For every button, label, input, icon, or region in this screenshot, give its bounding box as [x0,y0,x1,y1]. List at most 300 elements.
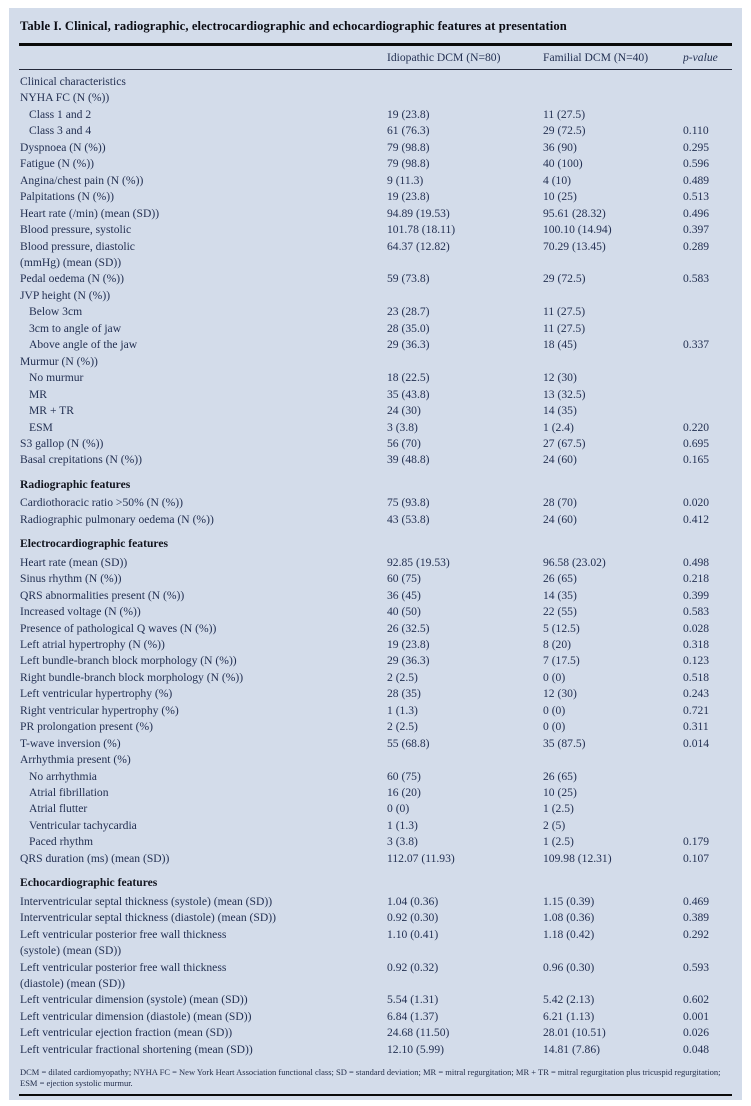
idiopathic-dcm-value: 0.92 (0.32) [387,960,439,974]
p-value: 0.289 [683,239,710,253]
familial-dcm-value: 7 (17.5) [543,654,580,668]
familial-dcm-value: 10 (25) [543,190,577,204]
table-row [19,156,732,172]
idiopathic-dcm-value: 29 (36.3) [387,654,430,668]
familial-dcm-value: 18 (45) [543,338,577,352]
idiopathic-dcm-value: 60 (75) [387,769,421,783]
table-row [19,653,732,669]
familial-dcm-value: 109.98 (12.31) [543,851,612,865]
p-value: 0.020 [683,496,710,510]
p-value: 0.412 [683,512,710,526]
divider-bottom [19,1094,732,1096]
table-row [19,943,732,959]
row-label: Dyspnoea (N (%)) [20,140,106,154]
table-row [19,536,732,552]
familial-dcm-value [543,90,683,106]
familial-dcm-value: 27 (67.5) [543,436,586,450]
familial-dcm-value [543,752,683,768]
row-label: Interventricular septal thickness (diastole) (mean (SD)) [20,911,276,925]
idiopathic-dcm-value: 1 (1.3) [387,703,418,717]
row-label: Atrial flutter [29,802,88,816]
idiopathic-dcm-value: 3 (3.8) [387,420,418,434]
table-row [19,206,732,222]
row-label: Left ventricular hypertrophy (%) [20,687,173,701]
row-label: NYHA FC (N (%)) [20,91,110,105]
p-value: 0.399 [683,588,710,602]
table-row [19,387,732,403]
table-row [19,74,732,90]
row-label: Left ventricular dimension (systole) (mean (SD)) [20,993,248,1007]
column-header-p-value: p-value [683,51,718,64]
row-label: Blood pressure, diastolic [20,239,135,253]
table-row [19,173,732,189]
familial-dcm-value [543,477,683,493]
idiopathic-dcm-value: 9 (11.3) [387,173,424,187]
p-value: 0.318 [683,637,710,651]
table-row [19,321,732,337]
familial-dcm-value: 0 (0) [543,670,566,684]
table-row [19,512,732,528]
row-label: Echocardiographic features [20,876,158,890]
idiopathic-dcm-value: 64.37 (12.82) [387,239,450,253]
row-label: No murmur [29,371,84,385]
table-row [19,222,732,238]
table-row [19,834,732,850]
idiopathic-dcm-value: 26 (32.5) [387,621,430,635]
familial-dcm-value: 29 (72.5) [543,272,586,286]
row-label: S3 gallop (N (%)) [20,436,104,450]
idiopathic-dcm-value [387,477,543,493]
row-label: Cardiothoracic ratio >50% (N (%)) [20,496,183,510]
familial-dcm-value: 28 (70) [543,496,577,510]
idiopathic-dcm-value: 35 (43.8) [387,387,430,401]
familial-dcm-value [543,536,683,552]
row-label: Left bundle-branch block morphology (N (%)) [20,654,237,668]
table-row [19,703,732,719]
table-row [19,670,732,686]
row-label: (mmHg) (mean (SD)) [20,255,122,269]
p-value: 0.518 [683,670,710,684]
familial-dcm-value: 0 (0) [543,720,566,734]
idiopathic-dcm-value [387,536,543,552]
p-value: 0.048 [683,1042,710,1056]
idiopathic-dcm-value: 59 (73.8) [387,272,430,286]
p-value: 0.397 [683,223,710,237]
idiopathic-dcm-value: 79 (98.8) [387,140,430,154]
familial-dcm-value: 40 (100) [543,157,583,171]
idiopathic-dcm-value [387,288,543,304]
idiopathic-dcm-value: 6.84 (1.37) [387,1009,439,1023]
familial-dcm-value [543,255,683,271]
table-row [19,140,732,156]
table-row [19,288,732,304]
table-card [9,8,742,1100]
table-title: Table I. Clinical, radiographic, electrocardiographic and echocardiographic features at presentation [20,19,567,33]
table-row [19,90,732,106]
row-label: MR [29,387,48,401]
idiopathic-dcm-value: 39 (48.8) [387,453,430,467]
p-value: 0.596 [683,157,710,171]
familial-dcm-value: 22 (55) [543,605,577,619]
familial-dcm-value: 1.15 (0.39) [543,894,595,908]
idiopathic-dcm-value: 19 (23.8) [387,190,430,204]
idiopathic-dcm-value: 79 (98.8) [387,157,430,171]
idiopathic-dcm-value [387,354,543,370]
column-header-row [19,46,732,69]
row-label: QRS abnormalities present (N (%)) [20,588,185,602]
familial-dcm-value: 100.10 (14.94) [543,223,612,237]
familial-dcm-value [543,288,683,304]
idiopathic-dcm-value: 36 (45) [387,588,421,602]
p-value: 0.498 [683,555,710,569]
row-label: Below 3cm [29,305,83,319]
column-header-familial-dcm: Familial DCM (N=40) [543,51,649,64]
table-row [19,752,732,768]
table-row [19,271,732,287]
idiopathic-dcm-value: 56 (70) [387,436,421,450]
idiopathic-dcm-value: 40 (50) [387,605,421,619]
idiopathic-dcm-value: 0 (0) [387,802,410,816]
familial-dcm-value: 4 (10) [543,173,572,187]
table-row [19,801,732,817]
p-value: 0.337 [683,338,710,352]
p-value [683,288,732,304]
row-label: Arrhythmia present (%) [20,753,131,767]
idiopathic-dcm-value: 61 (76.3) [387,124,430,138]
table-row [19,686,732,702]
table-row [19,370,732,386]
familial-dcm-value: 70.29 (13.45) [543,239,606,253]
idiopathic-dcm-value: 55 (68.8) [387,736,430,750]
row-label: PR prolongation present (%) [20,720,153,734]
p-value [683,785,732,801]
p-value [683,875,732,891]
familial-dcm-value: 12 (30) [543,687,577,701]
row-label: No arrhythmia [29,769,97,783]
table-row [19,354,732,370]
p-value: 0.014 [683,736,710,750]
familial-dcm-value: 8 (20) [543,637,572,651]
familial-dcm-value: 1 (2.5) [543,802,574,816]
table-row [19,894,732,910]
table-row [19,107,732,123]
familial-dcm-value [543,74,683,90]
p-value: 0.311 [683,720,709,734]
row-label: Clinical characteristics [20,75,126,88]
row-label: Left ventricular fractional shortening (mean (SD)) [20,1042,253,1056]
idiopathic-dcm-value [387,90,543,106]
p-value [683,818,732,834]
column-header-characteristic [19,51,387,65]
idiopathic-dcm-value [387,943,543,959]
familial-dcm-value: 26 (65) [543,572,577,586]
p-value: 0.165 [683,453,710,467]
idiopathic-dcm-value [387,875,543,891]
row-label: Radiographic features [20,477,131,491]
p-value: 0.496 [683,206,710,220]
familial-dcm-value: 1.18 (0.42) [543,927,595,941]
row-label: Electrocardiographic features [20,537,169,551]
familial-dcm-value: 11 (27.5) [543,107,586,121]
table-row [19,875,732,891]
p-value [683,943,732,959]
idiopathic-dcm-value: 1.04 (0.36) [387,894,439,908]
table-row [19,719,732,735]
table-row [19,769,732,785]
row-label: Radiographic pulmonary oedema (N (%)) [20,512,214,526]
row-label: Left atrial hypertrophy (N (%)) [20,637,165,651]
familial-dcm-value [543,875,683,891]
familial-dcm-value: 11 (27.5) [543,305,586,319]
row-label: Palpitations (N (%)) [20,190,115,204]
p-value: 0.583 [683,605,710,619]
p-value [683,107,732,123]
p-value: 0.028 [683,621,710,635]
p-value: 0.389 [683,911,710,925]
table-footnote: DCM = dilated cardiomyopathy; NYHA FC = New York Heart Association functional class; SD = standard deviation; MR = mitral regurgitation; MR + TR = mitral regurgitation plus tricuspid regurgitation; ESM = ejection systolic murmur. [20,1067,721,1089]
idiopathic-dcm-value [387,255,543,271]
row-label: (systole) (mean (SD)) [20,944,122,958]
familial-dcm-value: 95.61 (28.32) [543,206,606,220]
table-row [19,255,732,271]
row-label: Presence of pathological Q waves (N (%)) [20,621,217,635]
idiopathic-dcm-value [387,976,543,992]
familial-dcm-value [543,354,683,370]
row-label: Class 3 and 4 [29,124,92,138]
familial-dcm-value: 5.42 (2.13) [543,993,595,1007]
table-row [19,851,732,867]
idiopathic-dcm-value: 19 (23.8) [387,107,430,121]
idiopathic-dcm-value: 1 (1.3) [387,818,418,832]
p-value: 0.107 [683,851,710,865]
idiopathic-dcm-value: 12.10 (5.99) [387,1042,444,1056]
row-label: Left ventricular ejection fraction (mean (SD)) [20,1026,233,1040]
row-label: Heart rate (mean (SD)) [20,555,128,569]
table-row [19,304,732,320]
p-value: 0.513 [683,190,710,204]
idiopathic-dcm-value: 24.68 (11.50) [387,1026,450,1040]
row-label: Increased voltage (N (%)) [20,605,141,619]
p-value [683,304,732,320]
p-value [683,769,732,785]
table-row [19,960,732,976]
idiopathic-dcm-value: 101.78 (18.11) [387,223,456,237]
row-label: Atrial fibrillation [29,786,109,800]
idiopathic-dcm-value: 3 (3.8) [387,835,418,849]
row-label: Heart rate (/min) (mean (SD)) [20,206,160,220]
p-value: 0.489 [683,173,710,187]
row-label: JVP height (N (%)) [20,288,111,302]
p-value: 0.218 [683,572,710,586]
p-value [683,477,732,493]
table-row [19,123,732,139]
p-value [683,387,732,403]
row-label: Ventricular tachycardia [29,818,137,832]
table-row [19,571,732,587]
row-label: Left ventricular posterior free wall thickness [20,960,227,974]
table-row [19,403,732,419]
table-row [19,555,732,571]
p-value: 0.026 [683,1026,710,1040]
familial-dcm-value: 10 (25) [543,786,577,800]
row-label: Interventricular septal thickness (systole) (mean (SD)) [20,894,273,908]
table-row [19,604,732,620]
familial-dcm-value: 14 (35) [543,588,577,602]
p-value [683,752,732,768]
table-row [19,452,732,468]
p-value: 0.593 [683,960,710,974]
row-label: Above angle of the jaw [29,338,138,352]
idiopathic-dcm-value: 1.10 (0.41) [387,927,439,941]
row-label: T-wave inversion (%) [20,736,121,750]
row-label: 3cm to angle of jaw [29,321,122,335]
p-value: 0.292 [683,927,710,941]
table-row [19,1009,732,1025]
p-value: 0.295 [683,140,710,154]
idiopathic-dcm-value [387,74,543,90]
familial-dcm-value: 14 (35) [543,404,577,418]
row-label: Fatigue (N (%)) [20,157,95,171]
idiopathic-dcm-value: 112.07 (11.93) [387,851,455,865]
familial-dcm-value: 36 (90) [543,140,577,154]
p-value [683,976,732,992]
row-label: Right ventricular hypertrophy (%) [20,703,179,717]
row-label: Murmur (N (%)) [20,354,98,368]
row-label: Paced rhythm [29,835,94,849]
p-value [683,321,732,337]
row-label: MR + TR [29,404,74,418]
table-row [19,976,732,992]
row-label: Right bundle-branch block morphology (N (%)) [20,670,244,684]
idiopathic-dcm-value: 23 (28.7) [387,305,430,319]
table-row [19,927,732,943]
row-label: Left ventricular dimension (diastole) (mean (SD)) [20,1009,252,1023]
idiopathic-dcm-value: 75 (93.8) [387,496,430,510]
table-row [19,189,732,205]
table-row [19,992,732,1008]
row-label: Sinus rhythm (N (%)) [20,572,122,586]
familial-dcm-value: 26 (65) [543,769,577,783]
row-label: Left ventricular posterior free wall thickness [20,927,227,941]
idiopathic-dcm-value: 24 (30) [387,404,421,418]
table-body [19,70,732,1058]
p-value [683,801,732,817]
idiopathic-dcm-value: 92.85 (19.53) [387,555,450,569]
familial-dcm-value: 13 (32.5) [543,387,586,401]
row-label: (diastole) (mean (SD)) [20,977,125,991]
familial-dcm-value: 0.96 (0.30) [543,960,595,974]
idiopathic-dcm-value: 18 (22.5) [387,371,430,385]
row-label: Pedal oedema (N (%)) [20,272,124,286]
table-row [19,1042,732,1058]
p-value: 0.583 [683,272,710,286]
familial-dcm-value: 1 (2.5) [543,835,574,849]
idiopathic-dcm-value [387,752,543,768]
row-label: Angina/chest pain (N (%)) [20,173,144,187]
p-value: 0.243 [683,687,710,701]
table-row [19,477,732,493]
familial-dcm-value: 96.58 (23.02) [543,555,606,569]
familial-dcm-value [543,976,683,992]
table-row [19,588,732,604]
table-row [19,239,732,255]
familial-dcm-value [543,943,683,959]
idiopathic-dcm-value: 43 (53.8) [387,512,430,526]
idiopathic-dcm-value: 2 (2.5) [387,720,418,734]
p-value: 0.123 [683,654,710,668]
p-value: 0.695 [683,436,710,450]
p-value: 0.220 [683,420,710,434]
p-value [683,370,732,386]
familial-dcm-value: 24 (60) [543,512,577,526]
table-row [19,1025,732,1041]
idiopathic-dcm-value: 94.89 (19.53) [387,206,450,220]
p-value [683,354,732,370]
p-value: 0.602 [683,993,710,1007]
row-label: QRS duration (ms) (mean (SD)) [20,851,170,865]
p-value [683,536,732,552]
idiopathic-dcm-value: 2 (2.5) [387,670,418,684]
idiopathic-dcm-value: 60 (75) [387,572,421,586]
familial-dcm-value: 24 (60) [543,453,577,467]
familial-dcm-value: 5 (12.5) [543,621,580,635]
row-label: Blood pressure, systolic [20,223,132,237]
familial-dcm-value: 35 (87.5) [543,736,586,750]
p-value [683,74,732,90]
p-value [683,403,732,419]
p-value: 0.469 [683,894,710,908]
p-value: 0.001 [683,1009,710,1023]
familial-dcm-value: 12 (30) [543,371,577,385]
column-header-idiopathic-dcm: Idiopathic DCM (N=80) [387,51,501,64]
table-row [19,337,732,353]
p-value [683,255,732,271]
idiopathic-dcm-value: 29 (36.3) [387,338,430,352]
idiopathic-dcm-value: 0.92 (0.30) [387,911,439,925]
table-row [19,495,732,511]
familial-dcm-value: 0 (0) [543,703,566,717]
p-value [683,90,732,106]
row-label: Class 1 and 2 [29,107,92,121]
familial-dcm-value: 29 (72.5) [543,124,586,138]
familial-dcm-value: 11 (27.5) [543,321,586,335]
familial-dcm-value: 1.08 (0.36) [543,911,595,925]
row-label: ESM [29,420,53,434]
familial-dcm-value: 2 (5) [543,818,566,832]
table-row [19,818,732,834]
idiopathic-dcm-value: 5.54 (1.31) [387,993,439,1007]
familial-dcm-value: 14.81 (7.86) [543,1042,600,1056]
row-label: Basal crepitations (N (%)) [20,453,143,467]
table-row [19,785,732,801]
idiopathic-dcm-value: 19 (23.8) [387,637,430,651]
idiopathic-dcm-value: 28 (35) [387,687,421,701]
table-row [19,910,732,926]
familial-dcm-value: 1 (2.4) [543,420,574,434]
p-value: 0.179 [683,835,710,849]
familial-dcm-value: 28.01 (10.51) [543,1026,606,1040]
table-row [19,420,732,436]
table-row [19,436,732,452]
idiopathic-dcm-value: 28 (35.0) [387,321,430,335]
p-value: 0.110 [683,124,709,138]
p-value: 0.721 [683,703,710,717]
table-row [19,637,732,653]
table-row [19,621,732,637]
familial-dcm-value: 6.21 (1.13) [543,1009,595,1023]
idiopathic-dcm-value: 16 (20) [387,786,421,800]
table-row [19,736,732,752]
